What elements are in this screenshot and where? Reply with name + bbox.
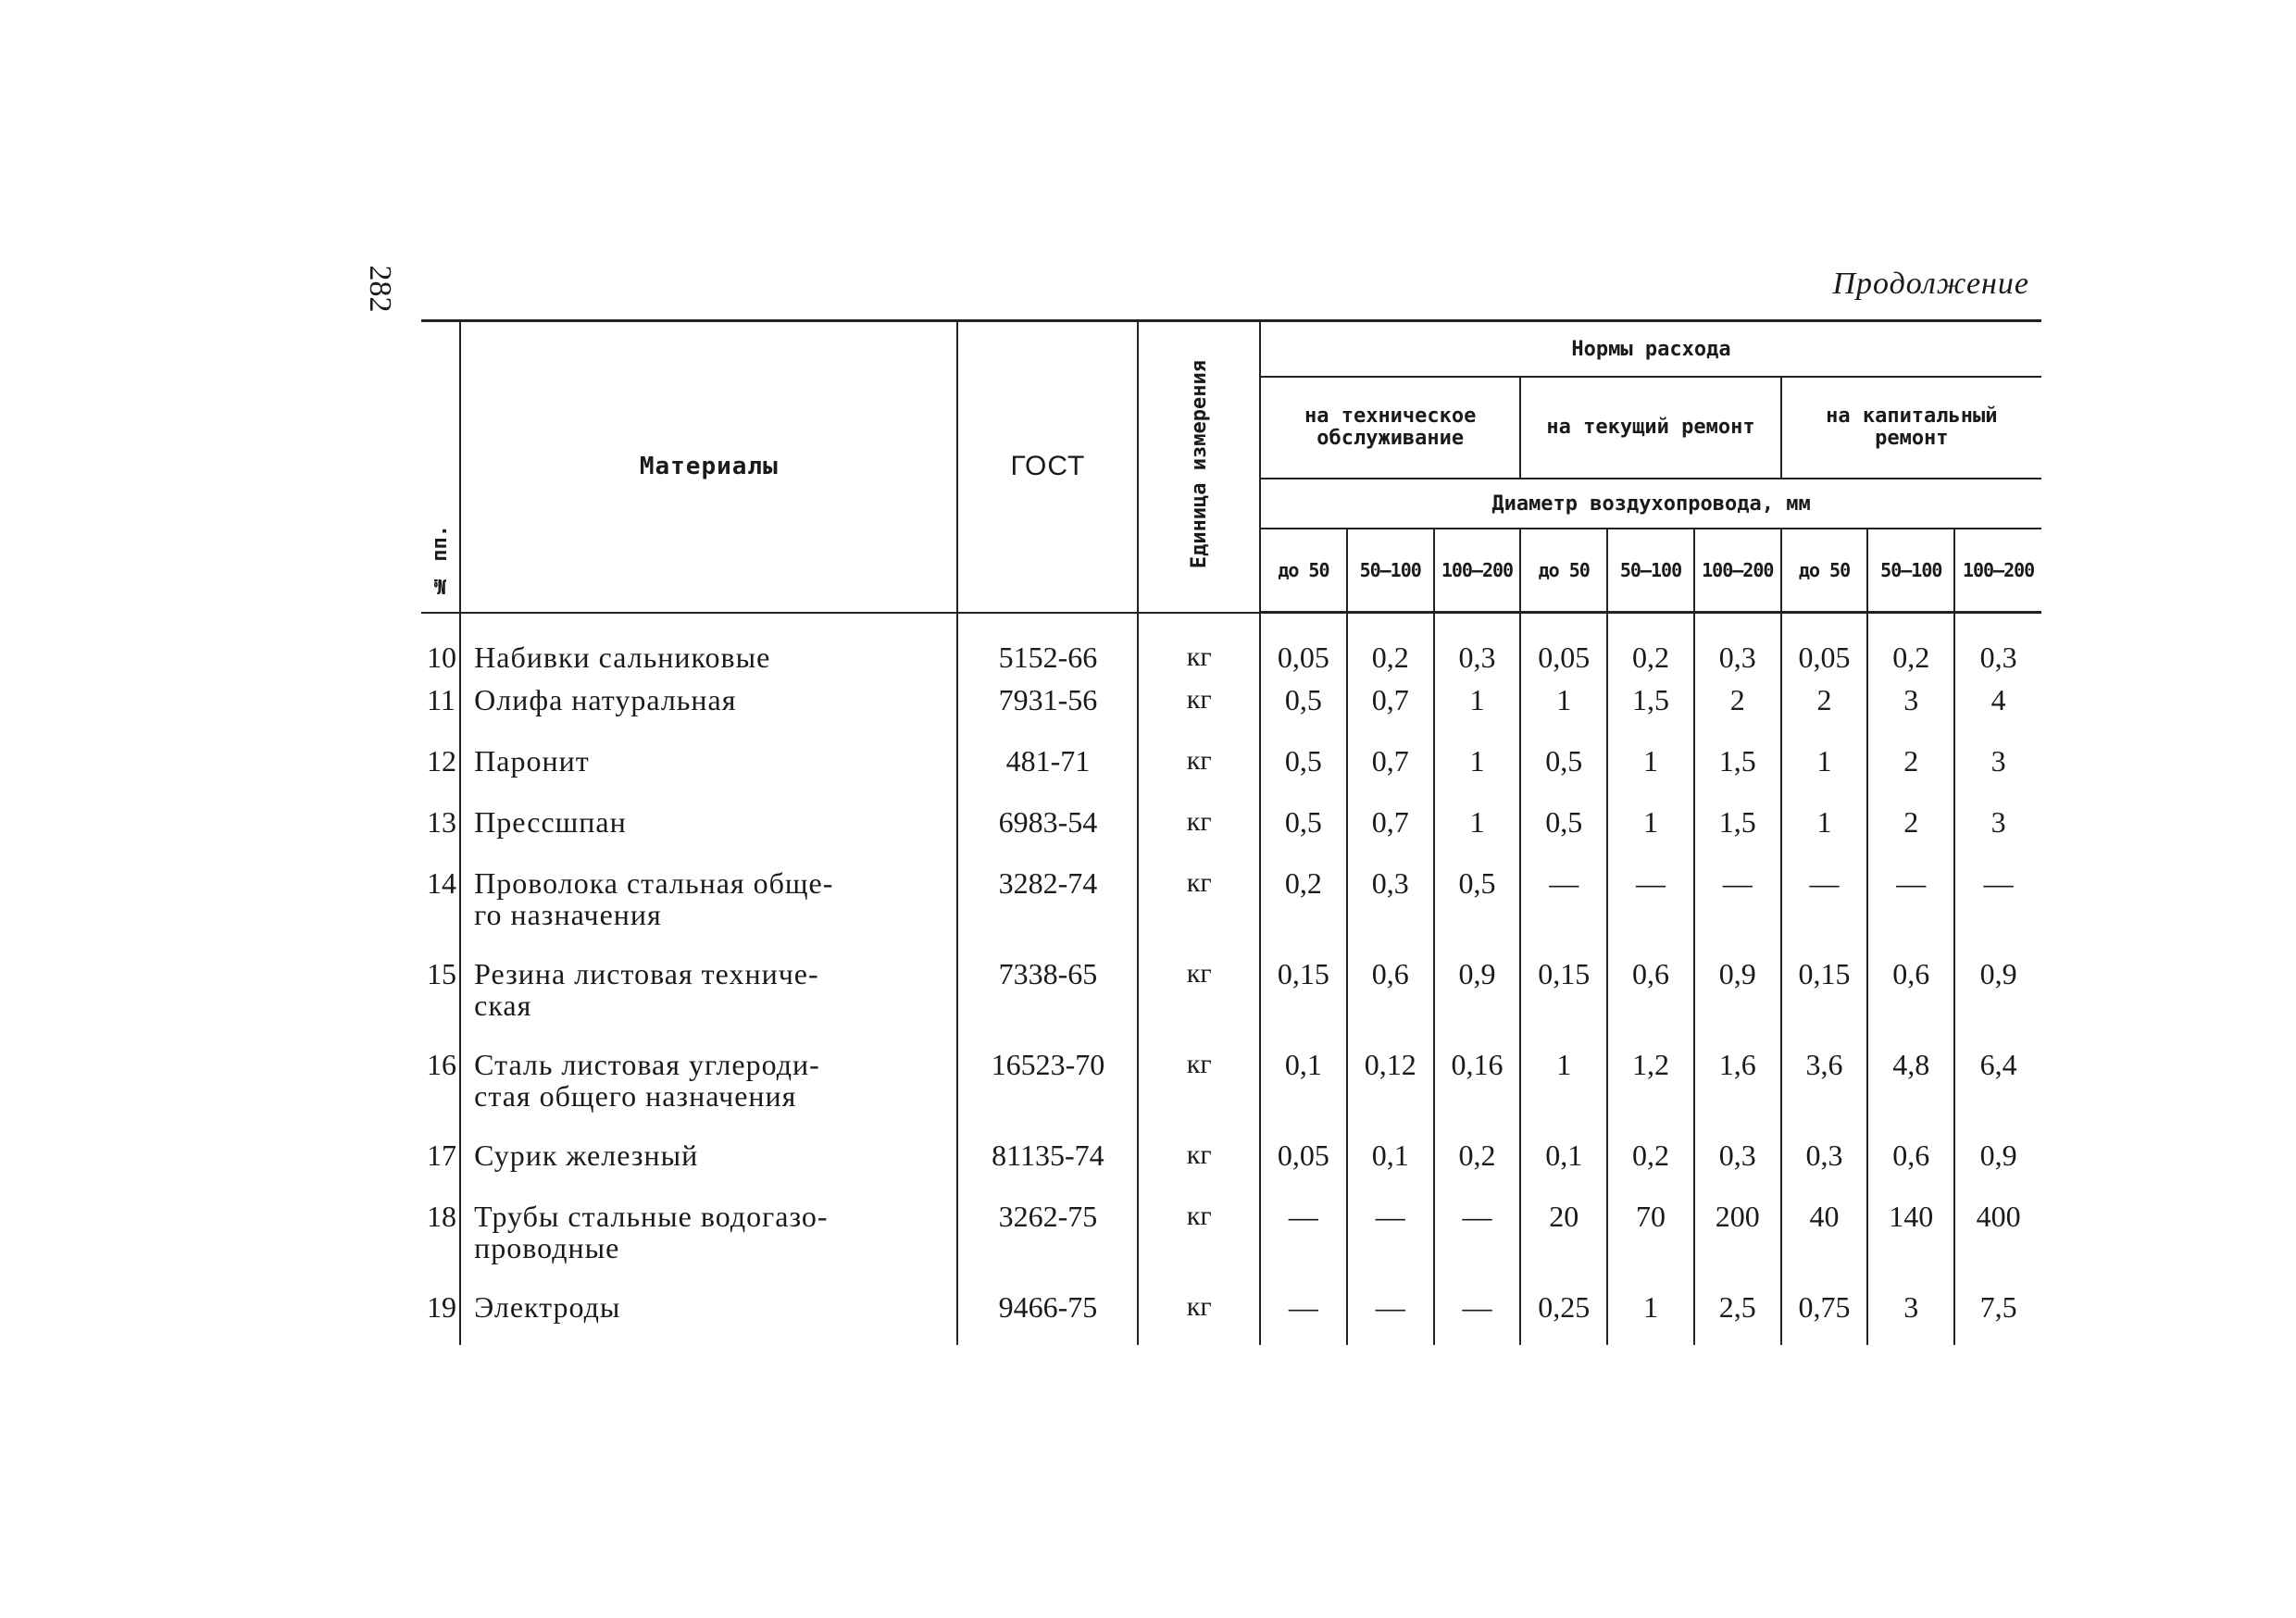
norm-value: 0,25	[1520, 1284, 1607, 1345]
norm-value: 4,8	[1867, 1041, 1954, 1132]
norm-value: 0,1	[1260, 1041, 1347, 1132]
row-number: 16	[427, 1048, 456, 1081]
norm-value: 0,7	[1347, 677, 1434, 738]
header-diameter-range: 100—200	[1954, 529, 2041, 613]
norm-value: —	[1781, 860, 1868, 951]
norm-value: 0,05	[1260, 1132, 1347, 1193]
gost-code: 9466-75	[957, 1284, 1138, 1345]
norm-value: 2	[1867, 799, 1954, 860]
norm-value: 20	[1520, 1193, 1607, 1284]
norm-value: 1,6	[1694, 1041, 1781, 1132]
norm-value: 0,15	[1520, 951, 1607, 1041]
norm-value: 0,6	[1867, 951, 1954, 1041]
material-name	[460, 613, 957, 678]
table-row	[421, 677, 2041, 738]
norm-value: 0,05	[1520, 613, 1607, 678]
gost-code: 3282-74	[957, 860, 1138, 951]
material-line: Резина листовая техниче-	[474, 957, 819, 990]
header-diameter-range: до 50	[1781, 529, 1868, 613]
norm-value: 0,05	[1781, 613, 1868, 678]
gost-code: 7338-65	[957, 951, 1138, 1041]
norm-value: 1	[1434, 799, 1521, 860]
table-row	[421, 613, 2041, 678]
material-name	[460, 1284, 957, 1345]
row-number: 13	[427, 805, 456, 839]
unit-cell: кг	[1138, 738, 1260, 799]
norm-value: 0,6	[1607, 951, 1694, 1041]
norm-value: 1,5	[1694, 738, 1781, 799]
norm-value: 1	[1781, 799, 1868, 860]
continuation-label: Продолжение	[1832, 267, 2029, 301]
gost-code: 3262-75	[957, 1193, 1138, 1284]
table-row	[421, 1132, 2041, 1193]
norm-value: 0,75	[1781, 1284, 1868, 1345]
table-row	[421, 951, 2041, 1041]
table-row	[421, 738, 2041, 799]
norm-value: 1	[1607, 799, 1694, 860]
norm-value: 3	[1954, 799, 2041, 860]
norm-value: 0,7	[1347, 738, 1434, 799]
header-group-current-repair: на текущий ремонт	[1520, 377, 1780, 479]
material-line: Электроды	[474, 1290, 621, 1324]
norm-value: 3	[1867, 1284, 1954, 1345]
material-line: Трубы стальные водогазо-	[474, 1200, 829, 1233]
gost-code: 481-71	[957, 738, 1138, 799]
norm-value: —	[1954, 860, 2041, 951]
norm-value: 0,9	[1694, 951, 1781, 1041]
gost-code: 5152-66	[957, 613, 1138, 678]
unit-cell: кг	[1138, 1132, 1260, 1193]
norm-value: 3	[1867, 677, 1954, 738]
material-name	[460, 951, 957, 1041]
header-diameter-range: 100—200	[1434, 529, 1521, 613]
material-line: Прессшпан	[474, 805, 627, 839]
material-line: Сталь листовая углероди-	[474, 1048, 820, 1081]
norm-value: 0,3	[1434, 613, 1521, 678]
norm-value: 0,1	[1520, 1132, 1607, 1193]
table-header	[421, 321, 2041, 613]
norm-value: 1,5	[1694, 799, 1781, 860]
row-number: 18	[427, 1200, 456, 1233]
gost-code: 16523-70	[957, 1041, 1138, 1132]
material-name	[460, 1041, 957, 1132]
norm-value: 0,3	[1694, 613, 1781, 678]
norm-value: 0,2	[1607, 613, 1694, 678]
material-line: Проволока стальная обще-	[474, 866, 834, 900]
norm-value: 2	[1694, 677, 1781, 738]
norm-value: —	[1607, 860, 1694, 951]
norm-value: 6,4	[1954, 1041, 2041, 1132]
norm-value: 1	[1520, 677, 1607, 738]
norm-value: 3	[1954, 738, 2041, 799]
consumption-norms-table	[421, 319, 2041, 1345]
norm-value: —	[1347, 1284, 1434, 1345]
header-diameter-range: 50—100	[1607, 529, 1694, 613]
norm-value: 1	[1520, 1041, 1607, 1132]
material-name	[460, 738, 957, 799]
norm-value: 70	[1607, 1193, 1694, 1284]
norm-value: 1	[1607, 738, 1694, 799]
norm-value: 0,12	[1347, 1041, 1434, 1132]
row-number: 14	[427, 866, 456, 900]
material-name	[460, 677, 957, 738]
row-number: 19	[427, 1290, 456, 1324]
unit-cell: кг	[1138, 1041, 1260, 1132]
norm-value: 0,3	[1954, 613, 2041, 678]
norm-value: 2	[1867, 738, 1954, 799]
material-line: Сурик железный	[474, 1139, 699, 1172]
header-no: № пп.	[421, 321, 460, 613]
norm-value: 200	[1694, 1193, 1781, 1284]
header-norms: Нормы расхода	[1260, 321, 2041, 378]
norm-value: 0,5	[1260, 738, 1347, 799]
norm-value: 0,2	[1434, 1132, 1521, 1193]
material-name	[460, 799, 957, 860]
table-row	[421, 860, 2041, 951]
material-line-continued: проводные	[474, 1231, 620, 1264]
header-group-maintenance: на техническое обслуживание	[1260, 377, 1520, 479]
norm-value: 0,2	[1607, 1132, 1694, 1193]
norm-value: 0,5	[1520, 799, 1607, 860]
norm-value: —	[1867, 860, 1954, 951]
norm-value: 0,5	[1260, 677, 1347, 738]
header-materials: Материалы	[460, 321, 957, 613]
norm-value: 2,5	[1694, 1284, 1781, 1345]
header-diameter-range: до 50	[1520, 529, 1607, 613]
norm-value: 0,9	[1434, 951, 1521, 1041]
table-row	[421, 1041, 2041, 1132]
material-name	[460, 1193, 957, 1284]
norm-value: 1,5	[1607, 677, 1694, 738]
material-line: Паронит	[474, 744, 590, 778]
norm-value: 0,5	[1520, 738, 1607, 799]
norm-value: 0,16	[1434, 1041, 1521, 1132]
table-row	[421, 1284, 2041, 1345]
norm-value: 0,15	[1781, 951, 1868, 1041]
norm-value: 4	[1954, 677, 2041, 738]
norm-value: 0,2	[1347, 613, 1434, 678]
norm-value: —	[1694, 860, 1781, 951]
material-line: Набивки сальниковые	[474, 640, 771, 674]
norm-value: 0,2	[1867, 613, 1954, 678]
norm-value: 1	[1781, 738, 1868, 799]
row-number: 17	[427, 1139, 456, 1172]
norm-value: 0,5	[1434, 860, 1521, 951]
norm-value: —	[1520, 860, 1607, 951]
norm-value: 1	[1434, 738, 1521, 799]
page-number: 282	[363, 265, 397, 313]
header-group-capital-repair: на капитальный ремонт	[1781, 377, 2041, 479]
row-number: 12	[427, 744, 456, 778]
material-line-continued: стая общего назначения	[474, 1079, 797, 1113]
header-diameter-range: до 50	[1260, 529, 1347, 613]
table-row	[421, 1193, 2041, 1284]
gost-code: 7931-56	[957, 677, 1138, 738]
row-number: 10	[427, 640, 456, 674]
norm-value: 400	[1954, 1193, 2041, 1284]
unit-cell: кг	[1138, 799, 1260, 860]
norm-value: 1	[1434, 677, 1521, 738]
header-unit: Единица измерения	[1138, 321, 1260, 613]
norm-value: 140	[1867, 1193, 1954, 1284]
header-diameter: Диаметр воздухопровода, мм	[1260, 479, 2041, 529]
norm-value: 0,5	[1260, 799, 1347, 860]
norm-value: —	[1434, 1193, 1521, 1284]
norm-value: —	[1434, 1284, 1521, 1345]
norm-value: —	[1260, 1284, 1347, 1345]
norm-value: 1,2	[1607, 1041, 1694, 1132]
unit-cell: кг	[1138, 1284, 1260, 1345]
unit-cell: кг	[1138, 613, 1260, 678]
material-name	[460, 860, 957, 951]
gost-code: 81135-74	[957, 1132, 1138, 1193]
norm-value: 40	[1781, 1193, 1868, 1284]
norm-value: 0,1	[1347, 1132, 1434, 1193]
table-body	[421, 613, 2041, 1346]
material-name	[460, 1132, 957, 1193]
norm-value: 0,3	[1694, 1132, 1781, 1193]
table-row	[421, 799, 2041, 860]
norm-value: 0,3	[1781, 1132, 1868, 1193]
header-diameter-range: 50—100	[1867, 529, 1954, 613]
row-number: 15	[427, 957, 456, 990]
norm-value: 0,6	[1867, 1132, 1954, 1193]
norm-value: —	[1347, 1193, 1434, 1284]
unit-cell: кг	[1138, 677, 1260, 738]
norm-value: 0,2	[1260, 860, 1347, 951]
norm-value: 2	[1781, 677, 1868, 738]
header-diameter-range: 50—100	[1347, 529, 1434, 613]
header-diameter-range: 100—200	[1694, 529, 1781, 613]
norm-value: 1	[1607, 1284, 1694, 1345]
norm-value: 0,15	[1260, 951, 1347, 1041]
norm-value: 0,3	[1347, 860, 1434, 951]
norm-value: 0,7	[1347, 799, 1434, 860]
row-number: 11	[427, 683, 455, 716]
header-gost: ГОСТ	[957, 321, 1138, 613]
norm-value: 0,9	[1954, 1132, 2041, 1193]
material-line-continued: го назначения	[474, 898, 662, 931]
unit-cell: кг	[1138, 1193, 1260, 1284]
material-line: Олифа натуральная	[474, 683, 737, 716]
norm-value: 7,5	[1954, 1284, 2041, 1345]
norm-value: 3,6	[1781, 1041, 1868, 1132]
norm-value: 0,05	[1260, 613, 1347, 678]
norm-value: 0,9	[1954, 951, 2041, 1041]
norm-value: —	[1260, 1193, 1347, 1284]
unit-cell: кг	[1138, 951, 1260, 1041]
unit-cell: кг	[1138, 860, 1260, 951]
material-line-continued: ская	[474, 989, 532, 1022]
norm-value: 0,6	[1347, 951, 1434, 1041]
gost-code: 6983-54	[957, 799, 1138, 860]
